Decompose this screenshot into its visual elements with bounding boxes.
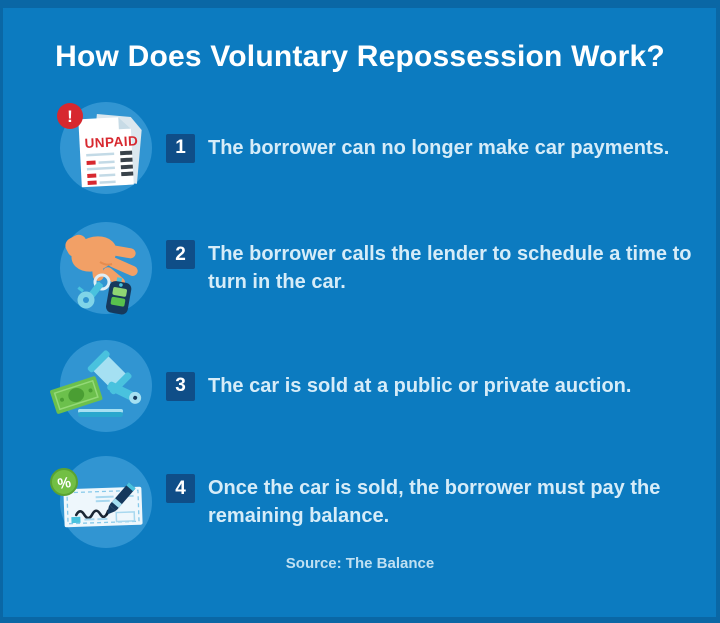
hand-car-keys-icon [48,218,160,318]
percent-icon [51,469,77,495]
check-pen-icon [48,452,160,552]
left-border [0,0,3,623]
unpaid-stamp-text: UNPAID [84,133,139,152]
alert-mark-text: ! [67,107,73,126]
step-text: The car is sold at a public or private auction. [208,374,632,397]
source-credit: Source: The Balance [285,555,435,572]
step-number-badge: 3 [166,372,195,401]
step-text: The borrower can no longer make car payments. [208,136,670,159]
step-row [48,98,698,198]
percent-mark-text: % [56,473,73,494]
step-row [48,452,698,552]
step-text: Once the car is sold, the borrower must pay the remaining balance. [208,477,661,527]
bottom-border [0,617,720,623]
step-number-badge: 4 [166,474,195,503]
top-border [0,0,720,8]
step-number-badge: 1 [166,134,195,163]
step-text: The borrower calls the lender to schedule a time to turn in the car. [208,243,692,293]
auction-gavel-money-icon [48,336,160,436]
step-row [48,336,698,436]
right-border [716,0,720,623]
alert-icon [57,103,83,129]
page-title: How Does Voluntary Repossession Work? [55,40,665,73]
unpaid-document-icon [48,98,160,198]
step-row [48,218,698,318]
step-number-badge: 2 [166,240,195,269]
